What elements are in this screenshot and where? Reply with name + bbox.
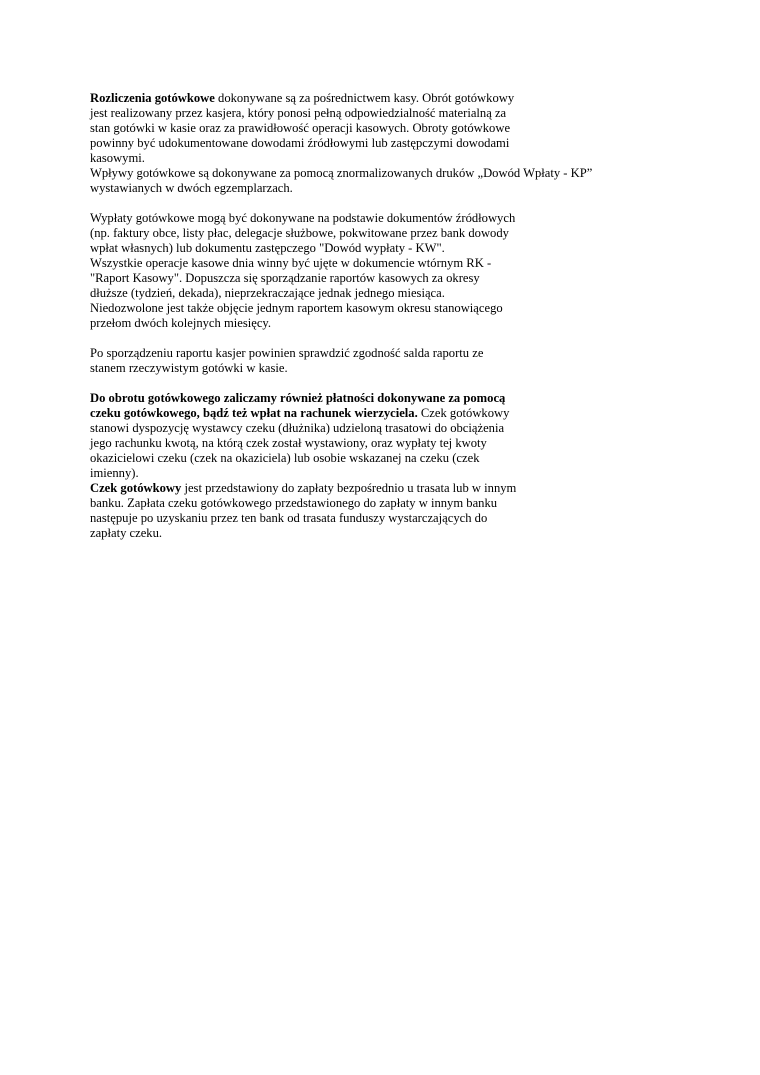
text-line bbox=[90, 466, 650, 481]
text-line bbox=[90, 286, 650, 301]
body-text: "Raport Kasowy". Dopuszcza się sporządzanie raportów kasowych za okresy bbox=[90, 271, 480, 285]
body-text: Wypłaty gotówkowe mogą być dokonywane na podstawie dokumentów źródłowych bbox=[90, 211, 516, 225]
body-text: banku. Zapłata czeku gotówkowego przedstawionego do zapłaty w innym banku bbox=[90, 496, 498, 510]
body-text: następuje po uzyskaniu przez ten bank od trasata funduszy wystarczających do bbox=[90, 511, 488, 525]
body-text: Czek gotówkowy bbox=[417, 406, 510, 420]
text-line bbox=[90, 316, 650, 331]
text-line bbox=[90, 481, 650, 496]
text-line bbox=[90, 496, 650, 511]
text-line bbox=[90, 211, 650, 226]
body-text: (np. faktury obce, listy płac, delegacje służbowe, pokwitowane przez bank dowody bbox=[90, 226, 509, 240]
text-line bbox=[90, 361, 650, 376]
body-text: wpłat własnych) lub dokumentu zastępczego "Dowód wypłaty - KW". bbox=[90, 241, 445, 255]
bold-text: Czek gotówkowy bbox=[90, 481, 182, 495]
body-text: Po sporządzeniu raportu kasjer powinien sprawdzić zgodność salda raportu ze bbox=[90, 346, 484, 360]
paragraph bbox=[90, 211, 650, 331]
text-line bbox=[90, 451, 650, 466]
text-line bbox=[90, 406, 650, 421]
body-text: stan gotówki w kasie oraz za prawidłowość operacji kasowych. Obroty gotówkowe bbox=[90, 121, 511, 135]
document-body bbox=[90, 91, 650, 541]
bold-text: Rozliczenia gotówkowe bbox=[90, 91, 215, 105]
text-line bbox=[90, 526, 650, 541]
text-line bbox=[90, 151, 650, 166]
body-text: kasowymi. bbox=[90, 151, 145, 165]
text-line bbox=[90, 181, 650, 196]
text-line bbox=[90, 436, 650, 451]
paragraph bbox=[90, 346, 650, 376]
body-text: jest przedstawiony do zapłaty bezpośrednio u trasata lub w innym bbox=[181, 481, 517, 495]
text-line bbox=[90, 421, 650, 436]
text-line bbox=[90, 226, 650, 241]
text-line bbox=[90, 256, 650, 271]
text-line bbox=[90, 91, 650, 106]
text-line bbox=[90, 166, 650, 181]
text-line bbox=[90, 271, 650, 286]
body-text: Wpływy gotówkowe są dokonywane za pomocą znormalizowanych druków „Dowód Wpłaty - KP” bbox=[90, 166, 593, 180]
bold-text: czeku gotówkowego, bądź też wpłat na rachunek wierzyciela. bbox=[90, 406, 418, 420]
body-text: zapłaty czeku. bbox=[90, 526, 163, 540]
paragraph bbox=[90, 91, 650, 196]
body-text: stanowi dyspozycję wystawcy czeku (dłużnika) udzieloną trasatowi do obciążenia bbox=[90, 421, 505, 435]
body-text: dłuższe (tydzień, dekada), nieprzekraczające jednak jednego miesiąca. bbox=[90, 286, 445, 300]
bold-text: Do obrotu gotówkowego zaliczamy również płatności dokonywane za pomocą bbox=[90, 391, 506, 405]
text-line bbox=[90, 511, 650, 526]
body-text: przełom dwóch kolejnych miesięcy. bbox=[90, 316, 272, 330]
text-line bbox=[90, 391, 650, 406]
body-text: wystawianych w dwóch egzemplarzach. bbox=[90, 181, 293, 195]
body-text: okazicielowi czeku (czek na okaziciela) lub osobie wskazanej na czeku (czek bbox=[90, 451, 480, 465]
paragraph bbox=[90, 391, 650, 541]
body-text: imienny). bbox=[90, 466, 139, 480]
text-line bbox=[90, 241, 650, 256]
text-line bbox=[90, 106, 650, 121]
paragraph-spacer bbox=[90, 376, 650, 391]
body-text: Niedozwolone jest także objęcie jednym raportem kasowym okresu stanowiącego bbox=[90, 301, 503, 315]
body-text: jest realizowany przez kasjera, który ponosi pełną odpowiedzialność materialną za bbox=[90, 106, 507, 120]
text-line bbox=[90, 121, 650, 136]
text-line bbox=[90, 346, 650, 361]
text-line bbox=[90, 136, 650, 151]
paragraph-spacer bbox=[90, 331, 650, 346]
body-text: dokonywane są za pośrednictwem kasy. Obrót gotówkowy bbox=[214, 91, 515, 105]
body-text: powinny być udokumentowane dowodami źródłowymi lub zastępczymi dowodami bbox=[90, 136, 510, 150]
paragraph-spacer bbox=[90, 196, 650, 211]
body-text: Wszystkie operacje kasowe dnia winny być ujęte w dokumencie wtórnym RK - bbox=[90, 256, 492, 270]
body-text: jego rachunku kwotą, na którą czek został wystawiony, oraz wypłaty tej kwoty bbox=[90, 436, 487, 450]
body-text: stanem rzeczywistym gotówki w kasie. bbox=[90, 361, 288, 375]
text-line bbox=[90, 301, 650, 316]
